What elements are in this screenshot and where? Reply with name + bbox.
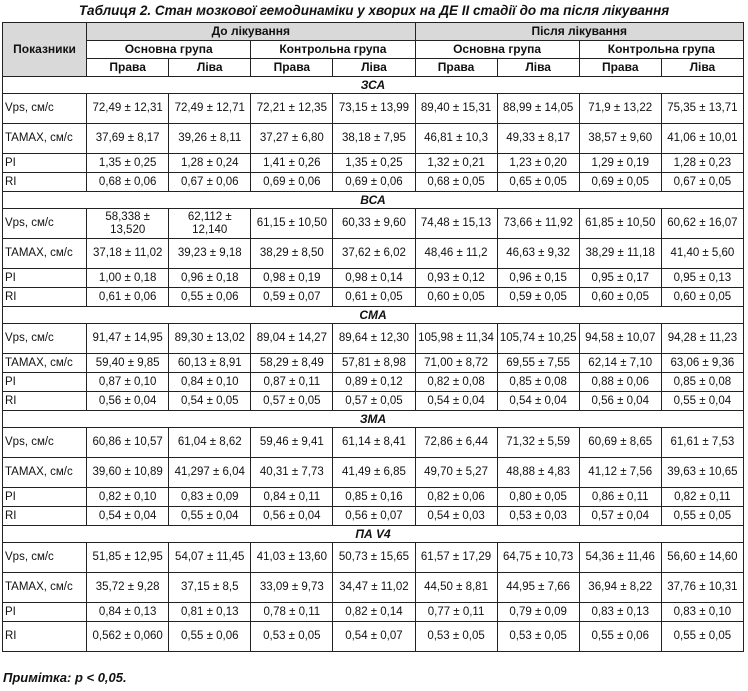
table-caption: Таблиця 2. Стан мозкової гемодинаміки у хворих на ДЕ ІІ стадії до та після лікування <box>78 3 670 18</box>
table-cell: 0,68 ± 0,06 <box>87 173 169 192</box>
table-cell: 0,93 ± 0,12 <box>415 269 497 288</box>
section-row <box>3 307 744 324</box>
row-label: PI <box>3 269 87 288</box>
table-cell: 60,69 ± 8,65 <box>579 428 661 458</box>
table-cell: 0,53 ± 0,03 <box>497 507 579 526</box>
table-cell: 88,99 ± 14,05 <box>497 94 579 124</box>
table-row <box>3 373 744 392</box>
table-row <box>3 622 744 652</box>
table-cell: 0,57 ± 0,05 <box>333 392 415 411</box>
table-cell: 60,86 ± 10,57 <box>87 428 169 458</box>
table-cell: 0,83 ± 0,13 <box>579 603 661 622</box>
table-row <box>3 428 744 458</box>
table-cell: 0,84 ± 0,11 <box>251 488 333 507</box>
header-right: Права <box>251 59 333 77</box>
table-row <box>3 269 744 288</box>
header-before-treatment: До лікування <box>87 23 415 41</box>
table-cell: 48,88 ± 4,83 <box>497 458 579 488</box>
table-cell: 89,04 ± 14,27 <box>251 324 333 354</box>
table-cell: 44,95 ± 7,66 <box>497 573 579 603</box>
table-cell: 69,55 ± 7,55 <box>497 354 579 373</box>
table-row <box>3 288 744 307</box>
table-cell: 0,96 ± 0,18 <box>169 269 251 288</box>
section-row <box>3 192 744 209</box>
table-cell: 0,88 ± 0,06 <box>579 373 661 392</box>
table-cell: 0,55 ± 0,04 <box>169 507 251 526</box>
row-label: RI <box>3 288 87 307</box>
table-cell: 0,98 ± 0,19 <box>251 269 333 288</box>
table-cell: 0,82 ± 0,08 <box>415 373 497 392</box>
table-cell: 37,62 ± 6,02 <box>333 239 415 269</box>
table-cell: 71,9 ± 13,22 <box>579 94 661 124</box>
table-cell: 0,77 ± 0,11 <box>415 603 497 622</box>
table-cell: 63,06 ± 9,36 <box>661 354 743 373</box>
table-cell: 61,15 ± 10,50 <box>251 209 333 239</box>
table-cell: 48,46 ± 11,2 <box>415 239 497 269</box>
table-cell: 72,21 ± 12,35 <box>251 94 333 124</box>
header-left: Ліва <box>333 59 415 77</box>
table-cell: 0,82 ± 0,06 <box>415 488 497 507</box>
table-cell: 1,28 ± 0,23 <box>661 154 743 173</box>
table-cell: 0,69 ± 0,05 <box>579 173 661 192</box>
table-cell: 38,29 ± 11,18 <box>579 239 661 269</box>
table-cell: 0,98 ± 0,14 <box>333 269 415 288</box>
table-cell: 59,40 ± 9,85 <box>87 354 169 373</box>
table-cell: 73,15 ± 13,99 <box>333 94 415 124</box>
table-cell: 0,55 ± 0,06 <box>579 622 661 652</box>
table-cell: 62,14 ± 7,10 <box>579 354 661 373</box>
table-cell: 75,35 ± 13,71 <box>661 94 743 124</box>
table-cell: 0,56 ± 0,04 <box>87 392 169 411</box>
section-title: ЗСА <box>3 77 744 94</box>
table-cell: 1,32 ± 0,21 <box>415 154 497 173</box>
table-cell: 71,32 ± 5,59 <box>497 428 579 458</box>
table-cell: 0,59 ± 0,07 <box>251 288 333 307</box>
table-cell: 0,85 ± 0,16 <box>333 488 415 507</box>
table-cell: 37,69 ± 8,17 <box>87 124 169 154</box>
table-cell: 0,53 ± 0,05 <box>251 622 333 652</box>
header-right: Права <box>87 59 169 77</box>
table-cell: 37,18 ± 11,02 <box>87 239 169 269</box>
table-cell: 57,81 ± 8,98 <box>333 354 415 373</box>
table-cell: 46,63 ± 9,32 <box>497 239 579 269</box>
table-cell: 1,41 ± 0,26 <box>251 154 333 173</box>
section-row <box>3 411 744 428</box>
table-cell: 0,85 ± 0,08 <box>497 373 579 392</box>
table-cell: 59,46 ± 9,41 <box>251 428 333 458</box>
table-cell: 58,29 ± 8,49 <box>251 354 333 373</box>
table-cell: 39,60 ± 10,89 <box>87 458 169 488</box>
table-body <box>3 77 744 652</box>
table-row <box>3 488 744 507</box>
table-cell: 1,23 ± 0,20 <box>497 154 579 173</box>
table-cell: 62,112 ± 12,140 <box>169 209 251 239</box>
table-cell: 0,79 ± 0,09 <box>497 603 579 622</box>
table-cell: 38,29 ± 8,50 <box>251 239 333 269</box>
table-cell: 39,23 ± 9,18 <box>169 239 251 269</box>
table-cell: 39,63 ± 10,65 <box>661 458 743 488</box>
table-row <box>3 209 744 239</box>
table-cell: 49,70 ± 5,27 <box>415 458 497 488</box>
table-cell: 60,33 ± 9,60 <box>333 209 415 239</box>
table-cell: 1,28 ± 0,24 <box>169 154 251 173</box>
table-row <box>3 573 744 603</box>
table-cell: 34,47 ± 11,02 <box>333 573 415 603</box>
header-after-treatment: Після лікування <box>415 23 744 41</box>
table-cell: 0,55 ± 0,05 <box>661 507 743 526</box>
row-label: Vps, см/с <box>3 209 87 239</box>
row-label: RI <box>3 507 87 526</box>
table-cell: 0,60 ± 0,05 <box>661 288 743 307</box>
header-right: Права <box>415 59 497 77</box>
table-cell: 58,338 ± 13,520 <box>87 209 169 239</box>
table-cell: 61,14 ± 8,41 <box>333 428 415 458</box>
table-cell: 0,54 ± 0,05 <box>169 392 251 411</box>
table-cell: 89,30 ± 13,02 <box>169 324 251 354</box>
table-cell: 0,56 ± 0,04 <box>251 507 333 526</box>
table-cell: 50,73 ± 15,65 <box>333 543 415 573</box>
table-cell: 0,69 ± 0,06 <box>333 173 415 192</box>
section-title: СМА <box>3 307 744 324</box>
table-cell: 51,85 ± 12,95 <box>87 543 169 573</box>
table-cell: 0,82 ± 0,14 <box>333 603 415 622</box>
table-cell: 41,297 ± 6,04 <box>169 458 251 488</box>
table-cell: 0,54 ± 0,04 <box>87 507 169 526</box>
table-cell: 41,12 ± 7,56 <box>579 458 661 488</box>
header-control-group-before: Контрольна група <box>251 41 415 59</box>
table-cell: 0,60 ± 0,05 <box>579 288 661 307</box>
table-cell: 0,55 ± 0,04 <box>661 392 743 411</box>
table-cell: 0,83 ± 0,09 <box>169 488 251 507</box>
row-label: PI <box>3 603 87 622</box>
row-label: TAMAX, см/с <box>3 354 87 373</box>
table-cell: 0,57 ± 0,05 <box>251 392 333 411</box>
table-cell: 0,61 ± 0,05 <box>333 288 415 307</box>
table-row <box>3 173 744 192</box>
table-cell: 61,04 ± 8,62 <box>169 428 251 458</box>
table-cell: 0,84 ± 0,10 <box>169 373 251 392</box>
table-cell: 74,48 ± 15,13 <box>415 209 497 239</box>
table-cell: 37,27 ± 6,80 <box>251 124 333 154</box>
table-cell: 0,53 ± 0,05 <box>415 622 497 652</box>
table-cell: 41,49 ± 6,85 <box>333 458 415 488</box>
table-row <box>3 154 744 173</box>
header-main-group-before: Основна група <box>87 41 251 59</box>
table-cell: 0,61 ± 0,06 <box>87 288 169 307</box>
table-cell: 0,95 ± 0,13 <box>661 269 743 288</box>
table-cell: 64,75 ± 10,73 <box>497 543 579 573</box>
table-cell: 105,74 ± 10,25 <box>497 324 579 354</box>
table-row <box>3 458 744 488</box>
table-cell: 0,82 ± 0,11 <box>661 488 743 507</box>
table-cell: 46,81 ± 10,3 <box>415 124 497 154</box>
table-row <box>3 324 744 354</box>
table-cell: 71,00 ± 8,72 <box>415 354 497 373</box>
row-label: Vps, см/с <box>3 324 87 354</box>
table-cell: 0,78 ± 0,11 <box>251 603 333 622</box>
table-row <box>3 94 744 124</box>
table-row <box>3 507 744 526</box>
row-label: PI <box>3 373 87 392</box>
table-row <box>3 354 744 373</box>
table-cell: 41,03 ± 13,60 <box>251 543 333 573</box>
table-cell: 38,57 ± 9,60 <box>579 124 661 154</box>
table-cell: 0,83 ± 0,10 <box>661 603 743 622</box>
header-main-group-after: Основна група <box>415 41 579 59</box>
table-cell: 54,36 ± 11,46 <box>579 543 661 573</box>
table-cell: 1,35 ± 0,25 <box>87 154 169 173</box>
table-cell: 41,06 ± 10,01 <box>661 124 743 154</box>
table-cell: 35,72 ± 9,28 <box>87 573 169 603</box>
header-right: Права <box>579 59 661 77</box>
table-row <box>3 543 744 573</box>
table-cell: 54,07 ± 11,45 <box>169 543 251 573</box>
row-label: RI <box>3 392 87 411</box>
table-cell: 1,00 ± 0,18 <box>87 269 169 288</box>
table-cell: 0,96 ± 0,15 <box>497 269 579 288</box>
table-cell: 41,40 ± 5,60 <box>661 239 743 269</box>
table-cell: 60,13 ± 8,91 <box>169 354 251 373</box>
row-label: PI <box>3 154 87 173</box>
table-cell: 0,54 ± 0,04 <box>497 392 579 411</box>
table-cell: 38,18 ± 7,95 <box>333 124 415 154</box>
table-cell: 36,94 ± 8,22 <box>579 573 661 603</box>
table-cell: 60,62 ± 16,07 <box>661 209 743 239</box>
section-title: ВСА <box>3 192 744 209</box>
table-cell: 0,53 ± 0,05 <box>497 622 579 652</box>
table-cell: 0,55 ± 0,05 <box>661 622 743 652</box>
table-cell: 0,82 ± 0,10 <box>87 488 169 507</box>
table-row <box>3 124 744 154</box>
table-cell: 33,09 ± 9,73 <box>251 573 333 603</box>
table-header <box>3 23 744 77</box>
table-cell: 0,89 ± 0,12 <box>333 373 415 392</box>
header-left: Ліва <box>169 59 251 77</box>
table-cell: 37,15 ± 8,5 <box>169 573 251 603</box>
header-left: Ліва <box>661 59 743 77</box>
table-cell: 94,28 ± 11,23 <box>661 324 743 354</box>
table-cell: 105,98 ± 11,34 <box>415 324 497 354</box>
hemodynamics-table <box>2 22 744 652</box>
table-cell: 0,59 ± 0,05 <box>497 288 579 307</box>
section-row <box>3 77 744 94</box>
table-cell: 56,60 ± 14,60 <box>661 543 743 573</box>
table-row <box>3 239 744 269</box>
table-cell: 91,47 ± 14,95 <box>87 324 169 354</box>
table-cell: 0,56 ± 0,07 <box>333 507 415 526</box>
table-cell: 61,57 ± 17,29 <box>415 543 497 573</box>
table-cell: 0,67 ± 0,05 <box>661 173 743 192</box>
row-label: TAMAX, см/с <box>3 124 87 154</box>
table-cell: 0,68 ± 0,05 <box>415 173 497 192</box>
table-cell: 0,69 ± 0,06 <box>251 173 333 192</box>
table-row <box>3 603 744 622</box>
row-label: TAMAX, см/с <box>3 573 87 603</box>
table-cell: 0,54 ± 0,07 <box>333 622 415 652</box>
table-cell: 0,87 ± 0,11 <box>251 373 333 392</box>
table-cell: 72,86 ± 6,44 <box>415 428 497 458</box>
row-label: PI <box>3 488 87 507</box>
table-cell: 39,26 ± 8,11 <box>169 124 251 154</box>
table-cell: 73,66 ± 11,92 <box>497 209 579 239</box>
row-label: Vps, см/с <box>3 543 87 573</box>
table-note: Примітка: р < 0,05. <box>3 670 127 685</box>
table-cell: 0,57 ± 0,04 <box>579 507 661 526</box>
table-cell: 0,65 ± 0,05 <box>497 173 579 192</box>
table-cell: 0,95 ± 0,17 <box>579 269 661 288</box>
table-cell: 0,67 ± 0,06 <box>169 173 251 192</box>
header-control-group-after: Контрольна група <box>579 41 743 59</box>
row-label: RI <box>3 173 87 192</box>
table-cell: 0,85 ± 0,08 <box>661 373 743 392</box>
table-cell: 0,81 ± 0,13 <box>169 603 251 622</box>
table-cell: 94,58 ± 10,07 <box>579 324 661 354</box>
table-cell: 0,54 ± 0,03 <box>415 507 497 526</box>
section-title: ПА V4 <box>3 526 744 543</box>
table-cell: 0,55 ± 0,06 <box>169 622 251 652</box>
table-cell: 44,50 ± 8,81 <box>415 573 497 603</box>
header-left: Ліва <box>497 59 579 77</box>
table-cell: 0,87 ± 0,10 <box>87 373 169 392</box>
table-cell: 37,76 ± 10,31 <box>661 573 743 603</box>
row-label: Vps, см/с <box>3 94 87 124</box>
table-cell: 0,84 ± 0,13 <box>87 603 169 622</box>
row-label: TAMAX, см/с <box>3 458 87 488</box>
table-row <box>3 392 744 411</box>
table-cell: 0,54 ± 0,04 <box>415 392 497 411</box>
row-label: RI <box>3 622 87 652</box>
section-row <box>3 526 744 543</box>
table-cell: 89,40 ± 15,31 <box>415 94 497 124</box>
section-title: ЗМА <box>3 411 744 428</box>
table-cell: 61,61 ± 7,53 <box>661 428 743 458</box>
table-cell: 49,33 ± 8,17 <box>497 124 579 154</box>
table-cell: 0,60 ± 0,05 <box>415 288 497 307</box>
table-cell: 72,49 ± 12,31 <box>87 94 169 124</box>
table-cell: 0,562 ± 0,060 <box>87 622 169 652</box>
table-cell: 0,80 ± 0,05 <box>497 488 579 507</box>
table-cell: 40,31 ± 7,73 <box>251 458 333 488</box>
table-cell: 72,49 ± 12,71 <box>169 94 251 124</box>
table-cell: 1,35 ± 0,25 <box>333 154 415 173</box>
table-cell: 1,29 ± 0,19 <box>579 154 661 173</box>
table-cell: 61,85 ± 10,50 <box>579 209 661 239</box>
table-cell: 0,56 ± 0,04 <box>579 392 661 411</box>
table-cell: 0,86 ± 0,11 <box>579 488 661 507</box>
header-indicators: Показники <box>3 23 87 77</box>
table-cell: 0,55 ± 0,06 <box>169 288 251 307</box>
row-label: Vps, см/с <box>3 428 87 458</box>
table-cell: 89,64 ± 12,30 <box>333 324 415 354</box>
row-label: TAMAX, см/с <box>3 239 87 269</box>
